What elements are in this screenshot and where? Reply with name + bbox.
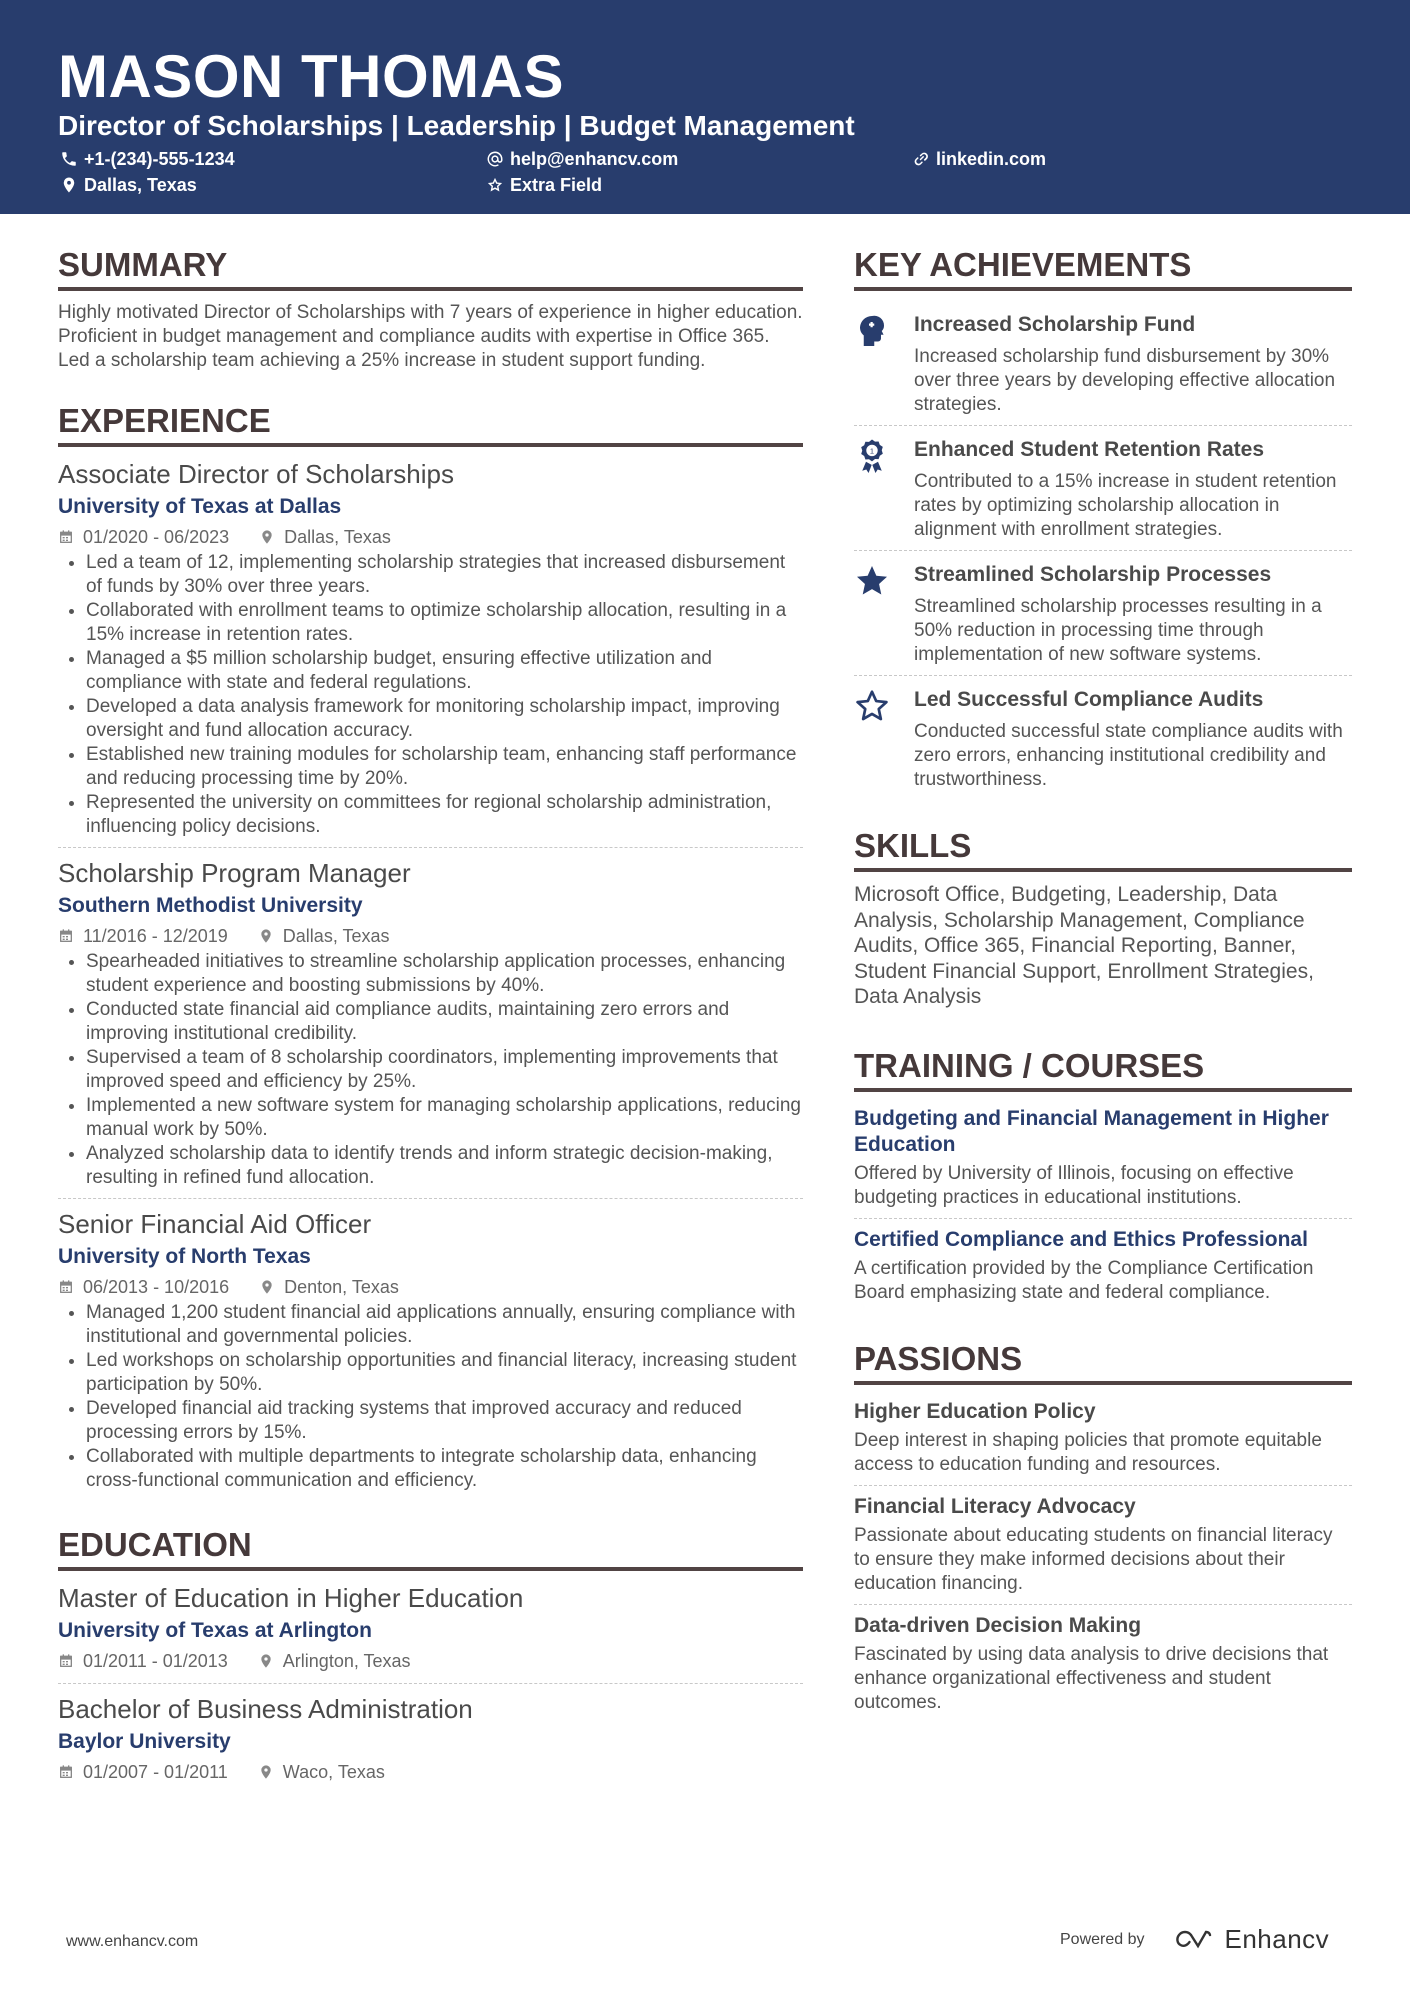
bullet-item: • Developed financial aid tracking systems that improved accuracy and reduced processing errors by 15%. bbox=[86, 1397, 803, 1445]
company-name: University of North Texas bbox=[58, 1245, 311, 1268]
calendar-icon bbox=[58, 1764, 74, 1780]
bullet-item: • Implemented a new software system for managing scholarship applications, reducing manual work by 50%. bbox=[86, 1094, 803, 1142]
bullet-item: • Spearheaded initiatives to streamline scholarship application processes, enhancing student experience and boosting submissions by 40%. bbox=[86, 950, 803, 998]
achievement-text: Conducted successful state compliance audits with zero errors, enhancing institutional credibility and trustworthiness. bbox=[914, 721, 1343, 790]
education-entry bbox=[58, 1581, 803, 1684]
course-title: Budgeting and Financial Management in Higher Education bbox=[854, 1106, 1329, 1156]
job-meta bbox=[58, 924, 803, 948]
job-title: Scholarship Program Manager bbox=[58, 858, 411, 888]
bullet-item: • Conducted state financial aid compliance audits, maintaining zero errors and improving institutional credibility. bbox=[86, 998, 803, 1046]
degree-title: Bachelor of Business Administration bbox=[58, 1694, 473, 1724]
candidate-name: MASON THOMAS bbox=[58, 43, 564, 110]
education-section bbox=[58, 1525, 803, 1794]
job-meta bbox=[58, 1275, 803, 1299]
passion-item bbox=[854, 1490, 1352, 1605]
linkedin-text: linkedin.com bbox=[936, 149, 1047, 169]
achievement-text: Streamlined scholarship processes resulting in a 50% reduction in processing time through implementation of new software systems. bbox=[914, 596, 1322, 665]
achievement-title: Enhanced Student Retention Rates bbox=[914, 438, 1265, 461]
phone-text: +1-(234)-555-1234 bbox=[84, 149, 235, 169]
bullet-item: • Analyzed scholarship data to identify trends and inform strategic decision-making, resulting in refined fund allocation. bbox=[86, 1142, 803, 1190]
email-text: help@enhancv.com bbox=[510, 149, 679, 169]
training-section bbox=[854, 1046, 1352, 1313]
education-dates: 01/2007 - 01/2011 bbox=[83, 1762, 228, 1782]
job-title: Associate Director of Scholarships bbox=[58, 459, 454, 489]
course-item bbox=[854, 1223, 1352, 1313]
bullet-item: • Developed a data analysis framework for monitoring scholarship impact, improving oversight and fund allocation accuracy. bbox=[86, 695, 803, 743]
job-bullets bbox=[58, 551, 803, 839]
school-name: Baylor University bbox=[58, 1730, 231, 1753]
link-icon bbox=[912, 150, 930, 168]
bullet-item: • Represented the university on committees for regional scholarship administration, influencing policy decisions. bbox=[86, 791, 803, 839]
achievements-title: KEY ACHIEVEMENTS bbox=[854, 245, 1352, 291]
summary-title: SUMMARY bbox=[58, 245, 803, 291]
job-bullets bbox=[58, 950, 803, 1190]
powered-by-label: Powered by bbox=[1060, 1930, 1145, 1948]
bullet-item: • Collaborated with enrollment teams to optimize scholarship allocation, resulting in a 15% increase in retention rates. bbox=[86, 599, 803, 647]
contact-location bbox=[60, 174, 197, 196]
star-outline-icon bbox=[486, 176, 504, 194]
contact-extra bbox=[486, 174, 602, 196]
calendar-icon bbox=[58, 928, 74, 944]
passions-title: PASSIONS bbox=[854, 1339, 1352, 1385]
calendar-icon bbox=[58, 529, 74, 545]
achievement-item bbox=[854, 426, 1352, 551]
experience-entry bbox=[58, 457, 803, 848]
calendar-icon bbox=[58, 1653, 74, 1669]
right-column bbox=[854, 245, 1352, 1727]
location-pin-icon bbox=[60, 176, 78, 194]
passion-text: Deep interest in shaping policies that promote equitable access to education funding and resources. bbox=[854, 1429, 1322, 1475]
bullet-item: • Supervised a team of 8 scholarship coordinators, implementing improvements that improved speed and efficiency by 25%. bbox=[86, 1046, 803, 1094]
location-pin-icon bbox=[258, 928, 274, 944]
education-meta bbox=[58, 1649, 803, 1673]
star-filled-icon bbox=[854, 563, 890, 599]
left-column bbox=[58, 245, 803, 1802]
location-text: Dallas, Texas bbox=[84, 175, 197, 195]
skills-text: Microsoft Office, Budgeting, Leadership, Data Analysis, Scholarship Management, Compliance Audits, Office 365, Financial Reporting, Banner, Student Financial Support, Enrollment Strategies, Data Analysis bbox=[854, 883, 1314, 1008]
achievement-item bbox=[854, 551, 1352, 676]
contact-linkedin[interactable] bbox=[912, 148, 1046, 170]
summary-text: Highly motivated Director of Scholarships with 7 years of experience in higher education. Proficient in budget management and compliance audits with expertise in Office 365. Led a scholarship team achieving a 25% increase in student support funding. bbox=[58, 302, 803, 371]
bullet-item: • Led a team of 12, implementing scholarship strategies that increased disbursement of funds by 30% over three years. bbox=[86, 551, 803, 599]
job-meta bbox=[58, 525, 803, 549]
footer-website[interactable]: www.enhancv.com bbox=[66, 1933, 199, 1950]
job-dates: 01/2020 - 06/2023 bbox=[83, 527, 230, 547]
skills-title: SKILLS bbox=[854, 826, 1352, 872]
achievement-text: Contributed to a 15% increase in student retention rates by optimizing scholarship allocation in alignment with enrollment strategies. bbox=[914, 471, 1337, 540]
passion-title: Financial Literacy Advocacy bbox=[854, 1494, 1136, 1518]
course-item bbox=[854, 1102, 1352, 1219]
education-entry bbox=[58, 1692, 803, 1794]
course-text: Offered by University of Illinois, focusing on effective budgeting practices in educational institutions. bbox=[854, 1162, 1294, 1208]
passion-item bbox=[854, 1609, 1352, 1723]
job-dates: 06/2013 - 10/2016 bbox=[83, 1277, 230, 1297]
bullet-item: • Managed a $5 million scholarship budget, ensuring effective utilization and compliance with state and federal regulations. bbox=[86, 647, 803, 695]
company-name: University of Texas at Dallas bbox=[58, 495, 342, 518]
job-bullets bbox=[58, 1301, 803, 1493]
bullet-item: • Collaborated with multiple departments to integrate scholarship data, enhancing cross-functional communication and efficiency. bbox=[86, 1445, 803, 1493]
job-location: Denton, Texas bbox=[284, 1277, 399, 1297]
passion-title: Data-driven Decision Making bbox=[854, 1613, 1142, 1637]
contact-phone[interactable] bbox=[60, 148, 235, 170]
education-dates: 01/2011 - 01/2013 bbox=[83, 1651, 228, 1671]
education-location: Arlington, Texas bbox=[282, 1651, 411, 1671]
brain-icon bbox=[854, 313, 890, 349]
experience-section bbox=[58, 401, 803, 1501]
location-pin-icon bbox=[258, 1764, 274, 1780]
skills-section bbox=[854, 826, 1352, 1010]
experience-entry bbox=[58, 856, 803, 1199]
achievements-section bbox=[854, 245, 1352, 800]
calendar-icon bbox=[58, 1279, 74, 1295]
experience-entry bbox=[58, 1207, 803, 1501]
company-name: Southern Methodist University bbox=[58, 894, 363, 917]
enhancv-logo-icon bbox=[1171, 1929, 1217, 1951]
job-location: Dallas, Texas bbox=[282, 926, 390, 946]
passion-text: Fascinated by using data analysis to drive decisions that enhance organizational effectiveness and student outcomes. bbox=[854, 1643, 1329, 1713]
achievement-text: Increased scholarship fund disbursement by 30% over three years by developing effective allocation strategies. bbox=[914, 346, 1336, 415]
job-location: Dallas, Texas bbox=[284, 527, 391, 547]
achievement-item bbox=[854, 301, 1352, 426]
achievement-item bbox=[854, 676, 1352, 800]
location-pin-icon bbox=[259, 529, 275, 545]
resume-header bbox=[0, 0, 1410, 214]
passion-item bbox=[854, 1395, 1352, 1486]
education-meta bbox=[58, 1760, 803, 1784]
experience-title: EXPERIENCE bbox=[58, 401, 803, 447]
course-title: Certified Compliance and Ethics Professional bbox=[854, 1227, 1308, 1251]
bullet-item: • Led workshops on scholarship opportunities and financial literacy, increasing student participation by 50%. bbox=[86, 1349, 803, 1397]
education-title: EDUCATION bbox=[58, 1525, 803, 1571]
phone-icon bbox=[60, 150, 78, 168]
achievement-title: Increased Scholarship Fund bbox=[914, 313, 1196, 336]
passion-title: Higher Education Policy bbox=[854, 1399, 1096, 1423]
enhancv-brand-text[interactable]: Enhancv bbox=[1224, 1924, 1330, 1954]
bullet-item: • Established new training modules for scholarship team, enhancing staff performance and reducing processing time by 20%. bbox=[86, 743, 803, 791]
location-pin-icon bbox=[258, 1653, 274, 1669]
achievement-title: Streamlined Scholarship Processes bbox=[914, 563, 1272, 586]
location-pin-icon bbox=[259, 1279, 275, 1295]
job-title: Senior Financial Aid Officer bbox=[58, 1209, 372, 1239]
bullet-item: • Managed 1,200 student financial aid applications annually, ensuring compliance with institutional and governmental policies. bbox=[86, 1301, 803, 1349]
star-outline-icon bbox=[854, 688, 890, 724]
footer-branding bbox=[1060, 1924, 1329, 1955]
job-dates: 11/2016 - 12/2019 bbox=[83, 926, 228, 946]
summary-section bbox=[58, 245, 803, 373]
passion-text: Passionate about educating students on financial literacy to ensure they make informed decisions about their education financing. bbox=[854, 1524, 1333, 1594]
education-location: Waco, Texas bbox=[282, 1762, 385, 1782]
svg-text:1: 1 bbox=[869, 446, 875, 456]
degree-title: Master of Education in Higher Education bbox=[58, 1583, 524, 1613]
course-text: A certification provided by the Compliance Certification Board emphasizing state and federal compliance. bbox=[854, 1257, 1314, 1303]
training-title: TRAINING / COURSES bbox=[854, 1046, 1352, 1092]
achievement-title: Led Successful Compliance Audits bbox=[914, 688, 1264, 711]
at-icon bbox=[486, 150, 504, 168]
award-ribbon-icon bbox=[854, 438, 890, 474]
candidate-headline: Director of Scholarships | Leadership | Budget Management bbox=[58, 110, 855, 141]
school-name: University of Texas at Arlington bbox=[58, 1619, 372, 1642]
contact-email[interactable] bbox=[486, 148, 678, 170]
extra-text: Extra Field bbox=[510, 175, 603, 195]
passions-section bbox=[854, 1339, 1352, 1723]
